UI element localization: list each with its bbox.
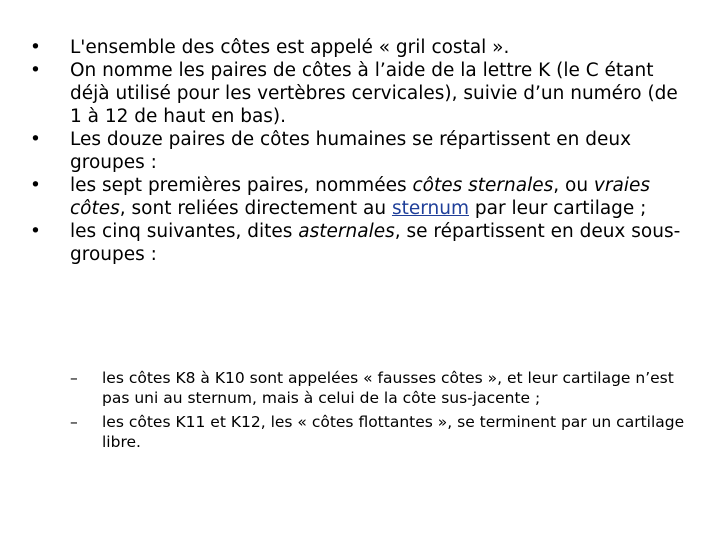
bullet-list: [30, 36, 690, 266]
bullet-item: [30, 174, 690, 220]
bullet-item: [30, 59, 690, 128]
bullet-text-part: , sont reliées directement au: [119, 198, 392, 219]
emphasis-text: asternales: [298, 221, 395, 242]
bullet-text: L'ensemble des côtes est appelé « gril costal ».: [70, 37, 510, 58]
bullet-text-part: , ou: [553, 175, 594, 196]
bullet-marker: •: [30, 175, 41, 196]
bullet-text-part: par leur cartilage ;: [469, 198, 647, 219]
sub-bullet-list: [70, 368, 690, 456]
sub-bullet-marker: –: [70, 369, 78, 387]
bullet-item: [30, 36, 690, 59]
sub-bullet-item: [70, 368, 690, 408]
sub-bullet-marker: –: [70, 413, 78, 431]
bullet-text-part: les sept premières paires, nommées: [70, 175, 413, 196]
bullet-item: [30, 128, 690, 174]
sub-bullet-text: les côtes K11 et K12, les « côtes flottantes », se terminent par un cartilage libre.: [102, 413, 685, 451]
bullet-marker: •: [30, 221, 41, 242]
sub-bullet-text: les côtes K8 à K10 sont appelées « fausses côtes », et leur cartilage n’est pas uni au sternum, mais à celui de la côte sus-jacente ;: [102, 369, 674, 407]
bullet-text: Les douze paires de côtes humaines se répartissent en deux groupes :: [70, 129, 632, 173]
bullet-marker: •: [30, 129, 41, 150]
bullet-item: [30, 220, 690, 266]
bullet-text: On nomme les paires de côtes à l’aide de la lettre K (le C étant déjà utilisé pour les vertèbres cervicales), suivie d’un numéro (de 1 à 12 de haut en bas).: [70, 60, 678, 127]
emphasis-text: côtes sternales: [412, 175, 554, 196]
emphasis-text: vraies côtes: [70, 175, 650, 219]
sub-bullet-item: [70, 412, 690, 452]
bullet-text-part: les cinq suivantes, dites: [70, 221, 299, 242]
bullet-text-part: , se répartissent en deux sous-groupes :: [70, 221, 681, 265]
sternum-link[interactable]: sternum: [391, 198, 469, 219]
bullet-marker: •: [30, 60, 41, 81]
bullet-marker: •: [30, 37, 41, 58]
